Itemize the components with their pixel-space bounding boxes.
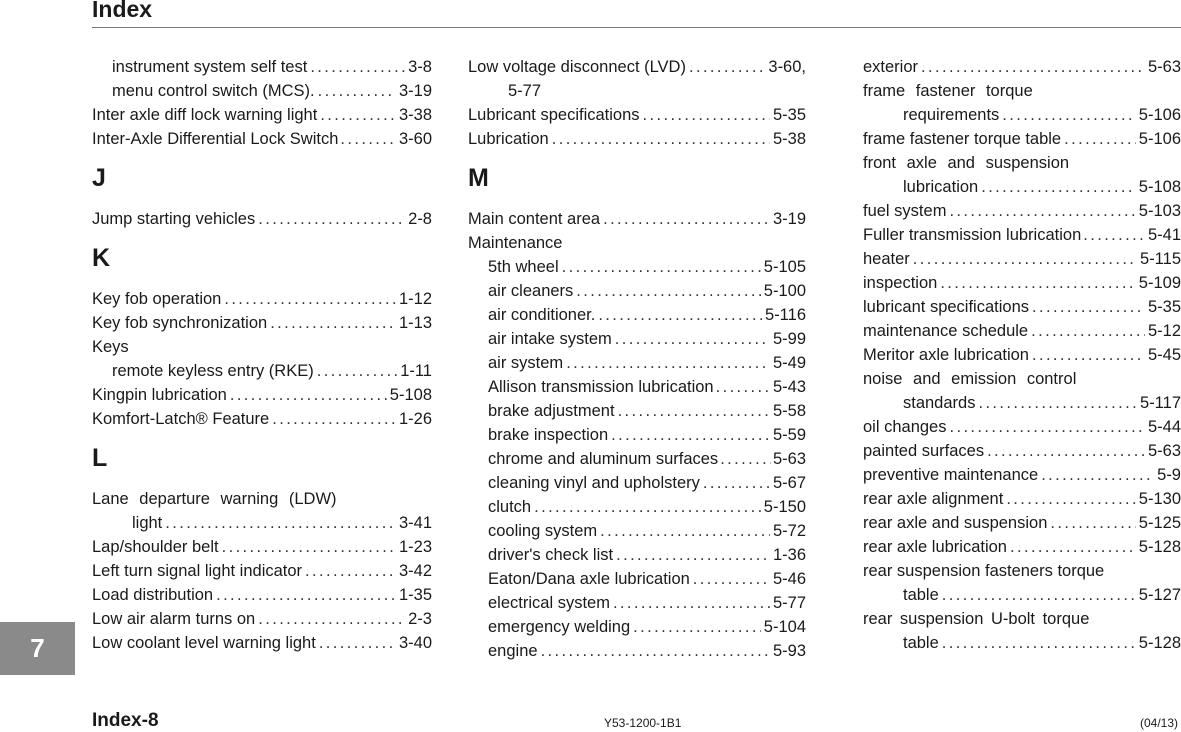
index-entry[interactable] (468, 255, 806, 279)
entry-page: 5-45 (1147, 346, 1181, 364)
entry-page: 2-8 (408, 210, 432, 228)
index-heading-entry[interactable]: front axle and suspension (863, 154, 1070, 172)
leader-dots (689, 55, 765, 79)
index-entry[interactable] (92, 535, 432, 559)
entry-page: 5-117 (1140, 394, 1181, 412)
index-entry[interactable] (863, 415, 1181, 439)
entry-term: chrome and aluminum surfaces (488, 450, 719, 468)
entry-term: lubricant specifications (863, 298, 1029, 316)
index-entry[interactable] (468, 127, 806, 151)
index-entry[interactable] (92, 207, 432, 231)
index-entry[interactable] (863, 127, 1181, 151)
index-entry[interactable] (468, 519, 806, 543)
entry-page: 5-103 (1138, 202, 1181, 220)
leader-dots (720, 447, 771, 471)
index-entry[interactable] (863, 583, 1181, 607)
entry-term: maintenance schedule (863, 322, 1029, 340)
leader-dots (716, 375, 771, 399)
leader-dots (541, 639, 770, 663)
index-entry[interactable] (863, 535, 1181, 559)
index-entry[interactable] (92, 311, 432, 335)
entry-term: Jump starting vehicles (92, 210, 256, 228)
index-entry[interactable] (863, 631, 1181, 655)
entry-page: 5-35 (772, 106, 806, 124)
entry-term: Fuller transmission lubrication (863, 226, 1082, 244)
entry-page: 1-11 (400, 362, 432, 380)
entry-term: rear axle lubrication (863, 538, 1007, 556)
entry-term: Lubricant specifications (468, 106, 640, 124)
leader-dots (165, 511, 396, 535)
entry-term: Inter-Axle Differential Lock Switch (92, 130, 339, 148)
entry-term: engine (488, 642, 538, 660)
leader-dots (310, 55, 405, 79)
entry-term: Meritor axle lubrication (863, 346, 1029, 364)
leader-dots (317, 359, 397, 383)
entry-term: Load distribution (92, 586, 214, 604)
index-heading-entry[interactable]: frame fastener torque (863, 82, 1033, 100)
index-entry[interactable] (468, 543, 806, 567)
leader-dots (319, 631, 396, 655)
leader-dots (693, 567, 770, 591)
entry-term: Low air alarm turns on (92, 610, 256, 628)
entry-page: 3-60, (768, 58, 806, 76)
index-entry[interactable] (92, 559, 432, 583)
index-entry[interactable] (863, 511, 1181, 535)
index-entry[interactable] (468, 639, 806, 663)
index-column-3 (863, 55, 1181, 655)
entry-page: 5-115 (1140, 250, 1181, 268)
entry-page: 5-9 (1157, 466, 1181, 484)
index-entry[interactable] (863, 343, 1181, 367)
entry-term: Komfort-Latch® Feature (92, 410, 270, 428)
entry-term: rear axle and suspension (863, 514, 1048, 532)
entry-page: 5-35 (1147, 298, 1181, 316)
entry-page: 3-42 (398, 562, 432, 580)
index-entry[interactable] (863, 175, 1181, 199)
entry-page: 5-12 (1147, 322, 1181, 340)
entry-page: 5-58 (772, 402, 806, 420)
index-entry[interactable] (863, 487, 1181, 511)
index-heading-entry[interactable]: Lane departure warning (LDW) (92, 490, 337, 508)
entry-page: 5-72 (772, 522, 806, 540)
index-heading-entry[interactable]: rear suspension U-bolt torque (863, 610, 1090, 628)
leader-dots (258, 607, 405, 631)
entry-page: 5-108 (389, 386, 432, 404)
leader-dots (1032, 343, 1145, 367)
entry-term: table (903, 586, 939, 604)
index-entry[interactable] (863, 199, 1181, 223)
entry-term: Main content area (468, 210, 601, 228)
entry-term: cooling system (488, 522, 598, 540)
entry-page: 5-106 (1138, 130, 1181, 148)
index-entry[interactable] (468, 495, 806, 519)
entry-term: air system (488, 354, 564, 372)
index-entry[interactable] (863, 295, 1181, 319)
section-letter: J (92, 164, 106, 192)
index-entry[interactable] (92, 359, 432, 383)
leader-dots (1064, 127, 1136, 151)
leader-dots (1002, 103, 1136, 127)
leader-dots (230, 383, 387, 407)
entry-term: heater (863, 250, 910, 268)
entry-term: table (903, 634, 939, 652)
index-entry[interactable] (468, 375, 806, 399)
index-entry[interactable] (468, 55, 806, 79)
leader-dots (613, 591, 770, 615)
index-heading-entry[interactable]: rear suspension fasteners torque (863, 562, 1105, 580)
entry-page: 5-38 (772, 130, 806, 148)
entry-page: 3-19 (772, 210, 806, 228)
entry-page: 5-99 (772, 330, 806, 348)
entry-page: 5-41 (1147, 226, 1181, 244)
leader-dots (340, 127, 397, 151)
entry-page: 5-127 (1138, 586, 1181, 604)
entry-page: 1-35 (398, 586, 432, 604)
entry-page: 5-106 (1138, 106, 1181, 124)
entry-term: light (132, 514, 163, 532)
chapter-tab[interactable]: 7 (0, 622, 75, 675)
entry-continuation: 5-77 (508, 82, 542, 100)
leader-dots (320, 103, 396, 127)
entry-term: Key fob operation (92, 290, 222, 308)
entry-term: emergency welding (488, 618, 631, 636)
index-entry[interactable] (468, 471, 806, 495)
leader-dots (921, 55, 1145, 79)
index-entry[interactable] (863, 55, 1181, 79)
entry-page: 5-44 (1147, 418, 1181, 436)
entry-page: 5-63 (772, 450, 806, 468)
index-entry[interactable] (92, 79, 432, 103)
leader-dots (318, 79, 396, 103)
index-entry[interactable] (468, 399, 806, 423)
entry-page: 5-105 (763, 258, 806, 276)
leader-dots (942, 631, 1136, 655)
leader-dots (949, 199, 1135, 223)
leader-dots (611, 423, 770, 447)
leader-dots (616, 543, 770, 567)
leader-dots (562, 255, 761, 279)
section-letter: K (92, 244, 111, 272)
entry-term: Inter axle diff lock warning light (92, 106, 318, 124)
entry-term: menu control switch (MCS). (112, 82, 315, 100)
entry-term: preventive maintenance (863, 466, 1039, 484)
leader-dots (618, 399, 770, 423)
entry-term: Allison transmission lubrication (488, 378, 714, 396)
entry-page: 3-19 (398, 82, 432, 100)
entry-page: 1-26 (398, 410, 432, 428)
leader-dots (552, 127, 770, 151)
entry-page: 5-93 (772, 642, 806, 660)
entry-page: 5-59 (772, 426, 806, 444)
leader-dots (615, 327, 770, 351)
index-entry[interactable] (92, 511, 432, 535)
index-entry[interactable] (468, 103, 806, 127)
index-entry[interactable] (468, 423, 806, 447)
leader-dots (270, 311, 396, 335)
index-entry[interactable] (468, 303, 806, 327)
index-heading-entry[interactable]: noise and emission control (863, 370, 1077, 388)
index-entry[interactable] (92, 127, 432, 151)
leader-dots (978, 391, 1137, 415)
header-divider (92, 27, 1181, 28)
entry-term: Low coolant level warning light (92, 634, 316, 652)
entry-page: 5-109 (1138, 274, 1181, 292)
entry-term: requirements (903, 106, 1000, 124)
leader-dots (913, 247, 1137, 271)
entry-term: fuel system (863, 202, 947, 220)
entry-page: 5-125 (1138, 514, 1181, 532)
entry-page: 5-49 (772, 354, 806, 372)
index-heading-entry[interactable]: Maintenance (468, 234, 563, 252)
entry-term: exterior (863, 58, 919, 76)
section-letter: L (92, 444, 108, 472)
leader-dots (643, 103, 770, 127)
entry-page: 5-77 (772, 594, 806, 612)
leader-dots (224, 287, 396, 311)
index-heading-entry[interactable]: Keys (92, 338, 129, 356)
leader-dots (633, 615, 761, 639)
index-entry[interactable] (468, 591, 806, 615)
leader-dots (987, 439, 1145, 463)
entry-term: painted surfaces (863, 442, 985, 460)
entry-page: 3-38 (398, 106, 432, 124)
leader-dots (598, 303, 762, 327)
leader-dots (576, 279, 761, 303)
entry-page: 5-67 (772, 474, 806, 492)
entry-term: instrument system self test (112, 58, 308, 76)
entry-page: 3-8 (408, 58, 432, 76)
index-entry[interactable] (863, 223, 1181, 247)
entry-page: 5-100 (763, 282, 806, 300)
leader-dots (534, 495, 761, 519)
entry-term: air conditioner. (488, 306, 596, 324)
leader-dots (305, 559, 396, 583)
index-entry[interactable] (92, 407, 432, 431)
entry-term: Key fob synchronization (92, 314, 268, 332)
index-entry[interactable] (468, 447, 806, 471)
leader-dots (942, 583, 1136, 607)
document-code: Y53-1200-1B1 (604, 716, 682, 730)
index-entry[interactable] (92, 383, 432, 407)
index-entry[interactable] (92, 607, 432, 631)
leader-dots (603, 207, 770, 231)
entry-page: 5-150 (763, 498, 806, 516)
index-entry[interactable] (92, 631, 432, 655)
entry-term: clutch (488, 498, 532, 516)
entry-page: 1-13 (398, 314, 432, 332)
leader-dots (566, 351, 770, 375)
index-entry[interactable] (863, 271, 1181, 295)
entry-page: 3-41 (398, 514, 432, 532)
index-column-1 (92, 55, 432, 655)
entry-term: electrical system (488, 594, 610, 612)
index-entry[interactable] (863, 463, 1181, 487)
entry-term: standards (903, 394, 976, 412)
index-entry[interactable] (92, 55, 432, 79)
leader-dots (1010, 535, 1136, 559)
index-entry[interactable] (863, 247, 1181, 271)
leader-dots (1006, 487, 1135, 511)
entry-page: 5-108 (1138, 178, 1181, 196)
leader-dots (222, 535, 396, 559)
entry-term: cleaning vinyl and upholstery (488, 474, 700, 492)
index-entry[interactable] (863, 319, 1181, 343)
entry-term: driver's check list (488, 546, 614, 564)
entry-term: brake adjustment (488, 402, 615, 420)
leader-dots (272, 407, 396, 431)
entry-term: Left turn signal light indicator (92, 562, 303, 580)
index-entry[interactable] (863, 103, 1181, 127)
leader-dots (1083, 223, 1146, 247)
entry-page: 5-43 (772, 378, 806, 396)
entry-page: 5-128 (1138, 634, 1181, 652)
revision-date: (04/13) (1139, 716, 1178, 730)
index-entry[interactable] (468, 615, 806, 639)
entry-page: 1-36 (772, 546, 806, 564)
entry-page: 5-104 (763, 618, 806, 636)
entry-term: 5th wheel (488, 258, 559, 276)
entry-page: 5-116 (765, 306, 806, 324)
entry-page: 5-63 (1147, 58, 1181, 76)
entry-term: Lubrication (468, 130, 549, 148)
leader-dots (940, 271, 1135, 295)
leader-dots (1041, 463, 1154, 487)
index-entry[interactable] (468, 567, 806, 591)
index-entry[interactable] (92, 583, 432, 607)
index-entry[interactable] (468, 279, 806, 303)
index-entry[interactable] (468, 351, 806, 375)
entry-term: remote keyless entry (RKE) (112, 362, 314, 380)
entry-term: Low voltage disconnect (LVD) (468, 58, 686, 76)
index-entry[interactable] (468, 327, 806, 351)
leader-dots (600, 519, 770, 543)
entry-term: Kingpin lubrication (92, 386, 227, 404)
entry-term: rear axle alignment (863, 490, 1004, 508)
entry-term: oil changes (863, 418, 947, 436)
entry-term: air intake system (488, 330, 612, 348)
index-entry[interactable] (863, 439, 1181, 463)
leader-dots (949, 415, 1144, 439)
index-entry[interactable] (92, 287, 432, 311)
entry-term: Lap/shoulder belt (92, 538, 219, 556)
entry-term: lubrication (903, 178, 979, 196)
page-number: Index-8 (92, 710, 159, 731)
entry-page: 1-12 (398, 290, 432, 308)
entry-term: air cleaners (488, 282, 574, 300)
page-title: Index (92, 0, 153, 22)
entry-page: 5-63 (1147, 442, 1181, 460)
entry-term: brake inspection (488, 426, 609, 444)
entry-term: inspection (863, 274, 938, 292)
leader-dots (1032, 295, 1145, 319)
entry-page: 5-46 (772, 570, 806, 588)
entry-page: 3-60 (398, 130, 432, 148)
entry-term: frame fastener torque table (863, 130, 1062, 148)
leader-dots (1050, 511, 1135, 535)
leader-dots (1031, 319, 1145, 343)
entry-page: 2-3 (408, 610, 432, 628)
index-entry[interactable] (468, 207, 806, 231)
index-column-2 (468, 55, 806, 663)
entry-page: 3-40 (398, 634, 432, 652)
entry-page: 5-130 (1138, 490, 1181, 508)
entry-page: 1-23 (398, 538, 432, 556)
leader-dots (703, 471, 770, 495)
leader-dots (258, 207, 405, 231)
leader-dots (981, 175, 1136, 199)
entry-page: 5-128 (1138, 538, 1181, 556)
section-letter: M (468, 164, 489, 192)
index-entry[interactable] (92, 103, 432, 127)
leader-dots (216, 583, 396, 607)
entry-term: Eaton/Dana axle lubrication (488, 570, 690, 588)
index-entry[interactable] (863, 391, 1181, 415)
